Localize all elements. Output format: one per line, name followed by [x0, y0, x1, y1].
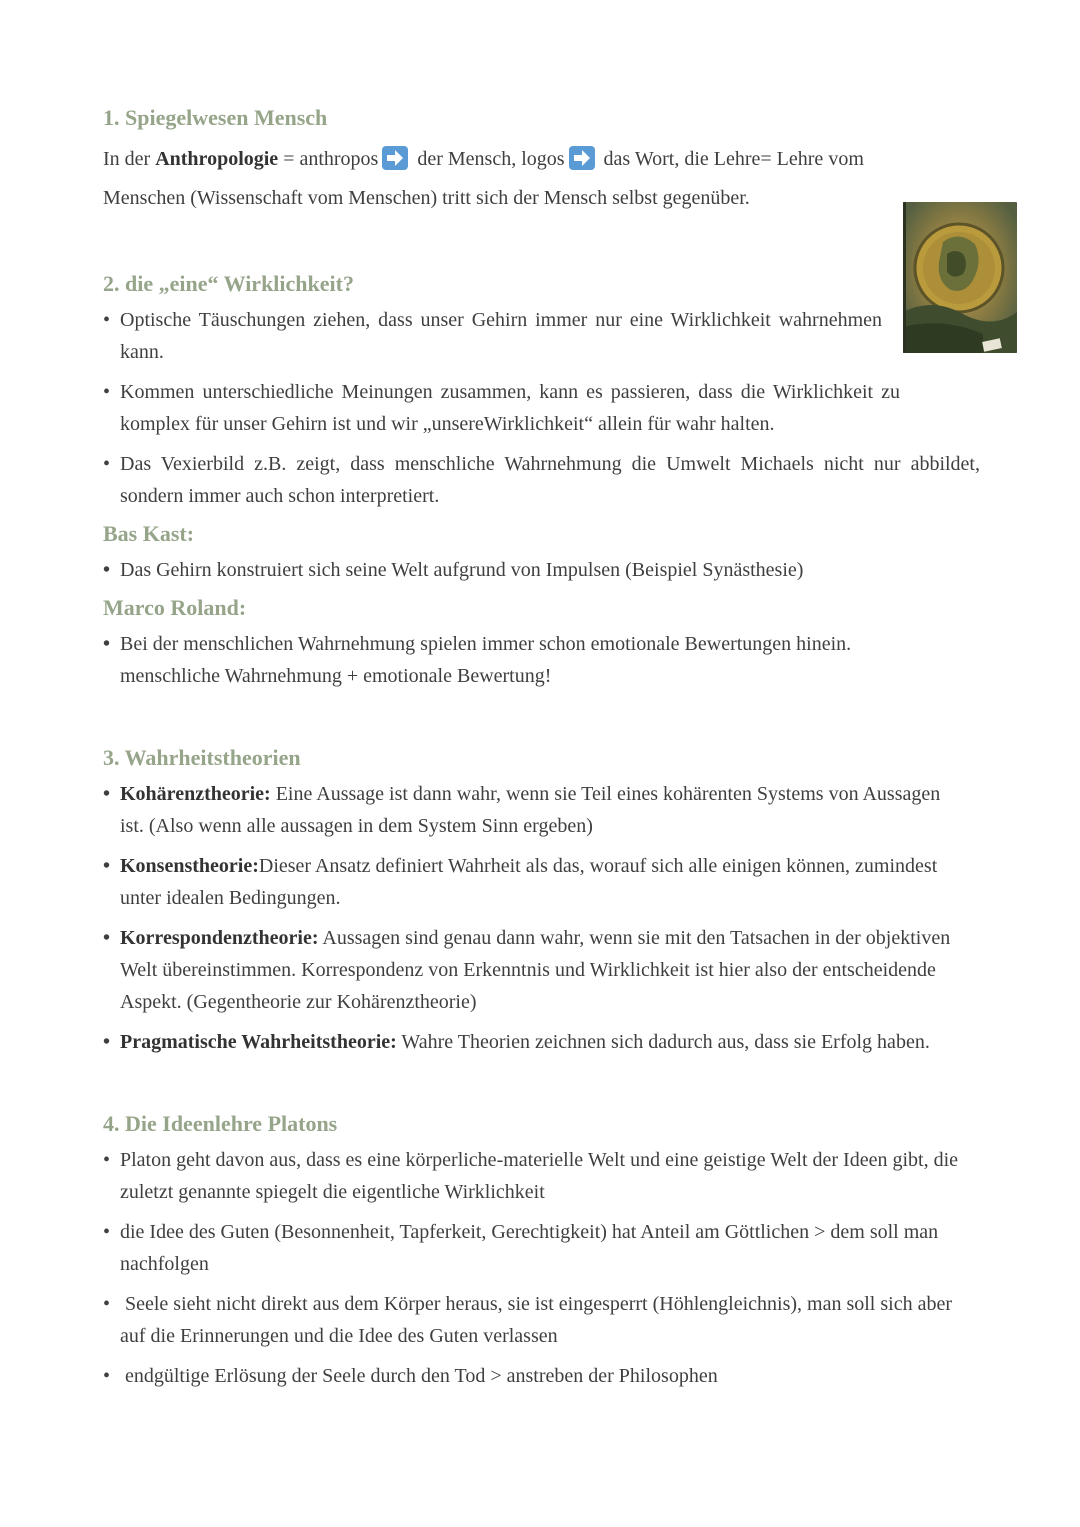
- section-ideenlehre: [103, 1106, 983, 1392]
- text-line: Bei der menschlichen Wahrnehmung spielen immer schon emotionale Bewertungen hinein.: [120, 633, 852, 655]
- text-segment: der Mensch, logos: [412, 148, 565, 170]
- section-heading: 2. die „eine“ Wirklichkeit?: [103, 271, 354, 296]
- theory-text: Eine Aussage ist dann wahr, wenn sie Teil eines kohärenten Systems von Aussagen ist. (Also wenn alle aussagen in dem System Sinn ergeben): [120, 783, 941, 837]
- list-item: [103, 778, 965, 842]
- text-segment: = anthropos: [278, 148, 379, 170]
- document-page: [103, 100, 983, 1400]
- list-item: • Das Vexierbild z.B. zeigt, dass menschliche Wahrnehmung die Umwelt Michaels nicht nur abbildet, sondern immer auch schon interpretiert.: [103, 448, 980, 512]
- list-item: [103, 628, 983, 692]
- section-heading: 4. Die Ideenlehre Platons: [103, 1111, 338, 1136]
- section-heading: 3. Wahrheitstheorien: [103, 745, 301, 770]
- section-spiegelwesen: [103, 100, 983, 218]
- list-item: • die Idee des Guten (Besonnenheit, Tapferkeit, Gerechtigkeit) hat Anteil am Göttlichen > dem soll man nachfolgen: [103, 1216, 965, 1280]
- right-arrow-icon: [569, 146, 595, 170]
- theory-term: Kohärenztheorie:: [120, 783, 271, 805]
- bullet-list: [103, 778, 965, 1058]
- bullet-list: [103, 628, 983, 692]
- section-wirklichkeit: [103, 266, 983, 692]
- theory-term: Korrespondenztheorie:: [120, 927, 319, 949]
- list-item: • Das Gehirn konstruiert sich seine Welt aufgrund von Impulsen (Beispiel Synästhesie): [103, 554, 983, 586]
- list-item: • Platon geht davon aus, dass es eine körperliche-materielle Welt und eine geistige Welt der Ideen gibt, die zuletzt genannte spiegelt die eigentliche Wirklichkeit: [103, 1144, 965, 1208]
- theory-text: Dieser Ansatz definiert Wahrheit als das, worauf sich alle einigen können, zumindest unter idealen Bedingungen.: [120, 855, 938, 909]
- author-heading: Bas Kast:: [103, 521, 195, 546]
- list-item: [103, 1026, 965, 1058]
- section-heading: 1. Spiegelwesen Mensch: [103, 105, 328, 130]
- right-arrow-icon: [382, 146, 408, 170]
- list-item: • endgültige Erlösung der Seele durch den Tod > anstreben der Philosophen: [103, 1360, 965, 1392]
- theory-term: Pragmatische Wahrheitstheorie:: [120, 1031, 397, 1053]
- list-item: • Kommen unterschiedliche Meinungen zusammen, kann es passieren, dass die Wirklichkeit zu komplex für unser Gehirn ist und wir „unsereWirklichkeit“ allein für wahr halten.: [103, 376, 900, 440]
- text-segment: das Wort, die Lehre= Lehre vom Menschen (Wissenschaft vom Menschen) tritt sich der Mensch selbst gegenüber.: [103, 148, 864, 209]
- section-wahrheitstheorien: [103, 740, 983, 1058]
- bullet-list: [103, 304, 983, 512]
- theory-text: Wahre Theorien zeichnen sich dadurch aus, dass sie Erfolg haben.: [396, 1031, 930, 1053]
- theory-term: Konsenstheorie:: [120, 855, 259, 877]
- section-paragraph: [103, 140, 933, 218]
- bold-term: Anthropologie: [155, 148, 279, 170]
- bullet-list: [103, 554, 983, 586]
- list-item: • Seele sieht nicht direkt aus dem Körper heraus, sie ist eingesperrt (Höhlengleichnis), man soll sich aber auf die Erinnerungen und die Idee des Guten verlassen: [103, 1288, 965, 1352]
- bullet-list: [103, 1144, 965, 1392]
- author-heading: Marco Roland:: [103, 595, 247, 620]
- list-item: • Optische Täuschungen ziehen, dass unser Gehirn immer nur eine Wirklichkeit wahrnehmen kann.: [103, 304, 882, 368]
- text-segment: In der: [103, 148, 156, 170]
- text-line: menschliche Wahrnehmung + emotionale Bewertung!: [120, 665, 552, 687]
- list-item: [103, 850, 965, 914]
- list-item: [103, 922, 965, 1018]
- theory-text: Aussagen sind genau dann wahr, wenn sie mit den Tatsachen in der objektiven Welt übereinstimmen. Korrespondenz von Erkenntnis und Wirklichkeit ist hier also der entscheidende Aspekt. (Gegentheorie zur Kohärenztheorie): [120, 927, 951, 1013]
